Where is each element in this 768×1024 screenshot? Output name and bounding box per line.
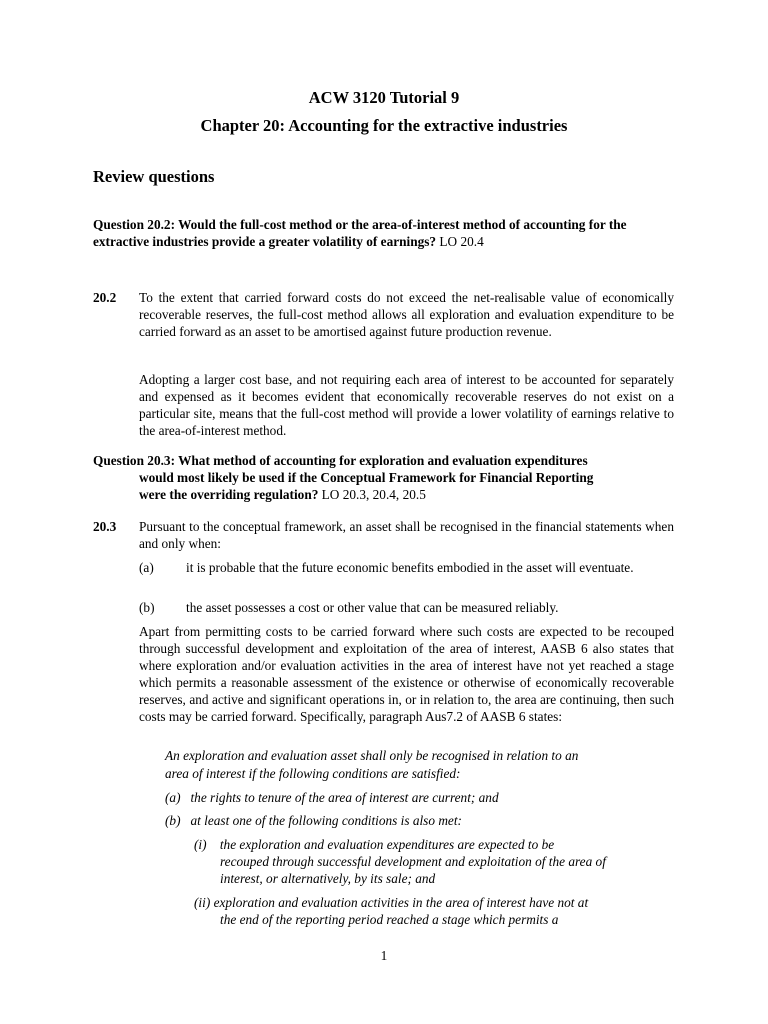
question-20-2-lo: LO 20.4 [436,234,484,249]
question-20-3-line-1: What method of accounting for exploration and evaluation expenditures [175,453,588,468]
quote-subitem-ii-line-2: the end of the reporting period reached a stage which permits a [220,912,559,927]
quote-item-a: (a) the rights to tenure of the area of interest are current; and [165,790,499,805]
quote-subitem-i-line-2: recouped through successful development and exploitation of the area of [220,854,606,869]
question-20-3-label: Question 20.3: [93,453,176,468]
chapter-title: Chapter 20: Accounting for the extractive industries [200,116,568,135]
question-20-3-line-3: were the overriding regulation? [139,487,319,502]
document-title: ACW 3120 Tutorial 9 [308,88,460,107]
quote-subitem-i-line-3: interest, or alternatively, by its sale; and [220,871,436,886]
section-heading: Review questions [93,167,215,186]
answer-20-3-paragraph-2: Apart from permitting costs to be carried forward where such costs are expected to be recouped through successful development and exploitation of the area of interest, AASB 6 also states that where exploration and/or evaluation activities in the area of interest have not yet reached a stage which permits a reasonable assessment of the existence or otherwise of economically recoverable reserves, and active and significant operations in, or in relation to, the area are continuing, then such costs may be carried forward. Specifically, paragraph Aus7.2 of AASB 6 states: [139,624,674,724]
list-item-b-label: (b) [139,600,155,615]
list-item-a-text: it is probable that the future economic benefits embodied in the asset will eventuate. [186,560,634,575]
answer-20-2-number: 20.2 [93,290,117,305]
question-20-3-lo: LO 20.3, 20.4, 20.5 [318,487,426,502]
quote-line-1: An exploration and evaluation asset shall only be recognised in relation to an [165,748,579,763]
quote-subitem-ii-line-1: (ii) exploration and evaluation activities in the area of interest have not at [194,895,589,910]
list-item-a-label: (a) [139,560,154,575]
page-number: 1 [380,948,388,963]
question-20-3-line-2: would most likely be used if the Conceptual Framework for Financial Reporting [139,470,594,485]
list-item-b-text: the asset possesses a cost or other value that can be measured reliably. [186,600,559,615]
answer-20-3-number: 20.3 [93,519,117,534]
quote-subitem-i-line-1: (i) the exploration and evaluation expenditures are expected to be [194,837,555,852]
answer-20-2-paragraph-1: To the extent that carried forward costs do not exceed the net-realisable value of economically recoverable reserves, the full-cost method allows all exploration and evaluation expenditure to be carried forward as an asset to be amortised against future production revenue. [139,290,674,339]
question-20-2 [93,216,673,250]
question-20-2-text: Question 20.2: Would the full-cost method or the area-of-interest method of accounting for the extractive industries provide a greater volatility of earnings? [93,217,627,249]
quote-line-2: area of interest if the following conditions are satisfied: [165,766,461,781]
answer-20-3-intro: Pursuant to the conceptual framework, an asset shall be recognised in the financial statements when and only when: [139,519,674,551]
question-20-3 [93,452,675,503]
quote-item-b: (b) at least one of the following conditions is also met: [165,813,462,828]
answer-20-2-paragraph-2: Adopting a larger cost base, and not requiring each area of interest to be accounted for separately and expensed as it becomes evident that economically recoverable reserves do not exist on a particular site, means that the full-cost method will provide a lower volatility of earnings relative to the area-of-interest method. [139,372,674,438]
